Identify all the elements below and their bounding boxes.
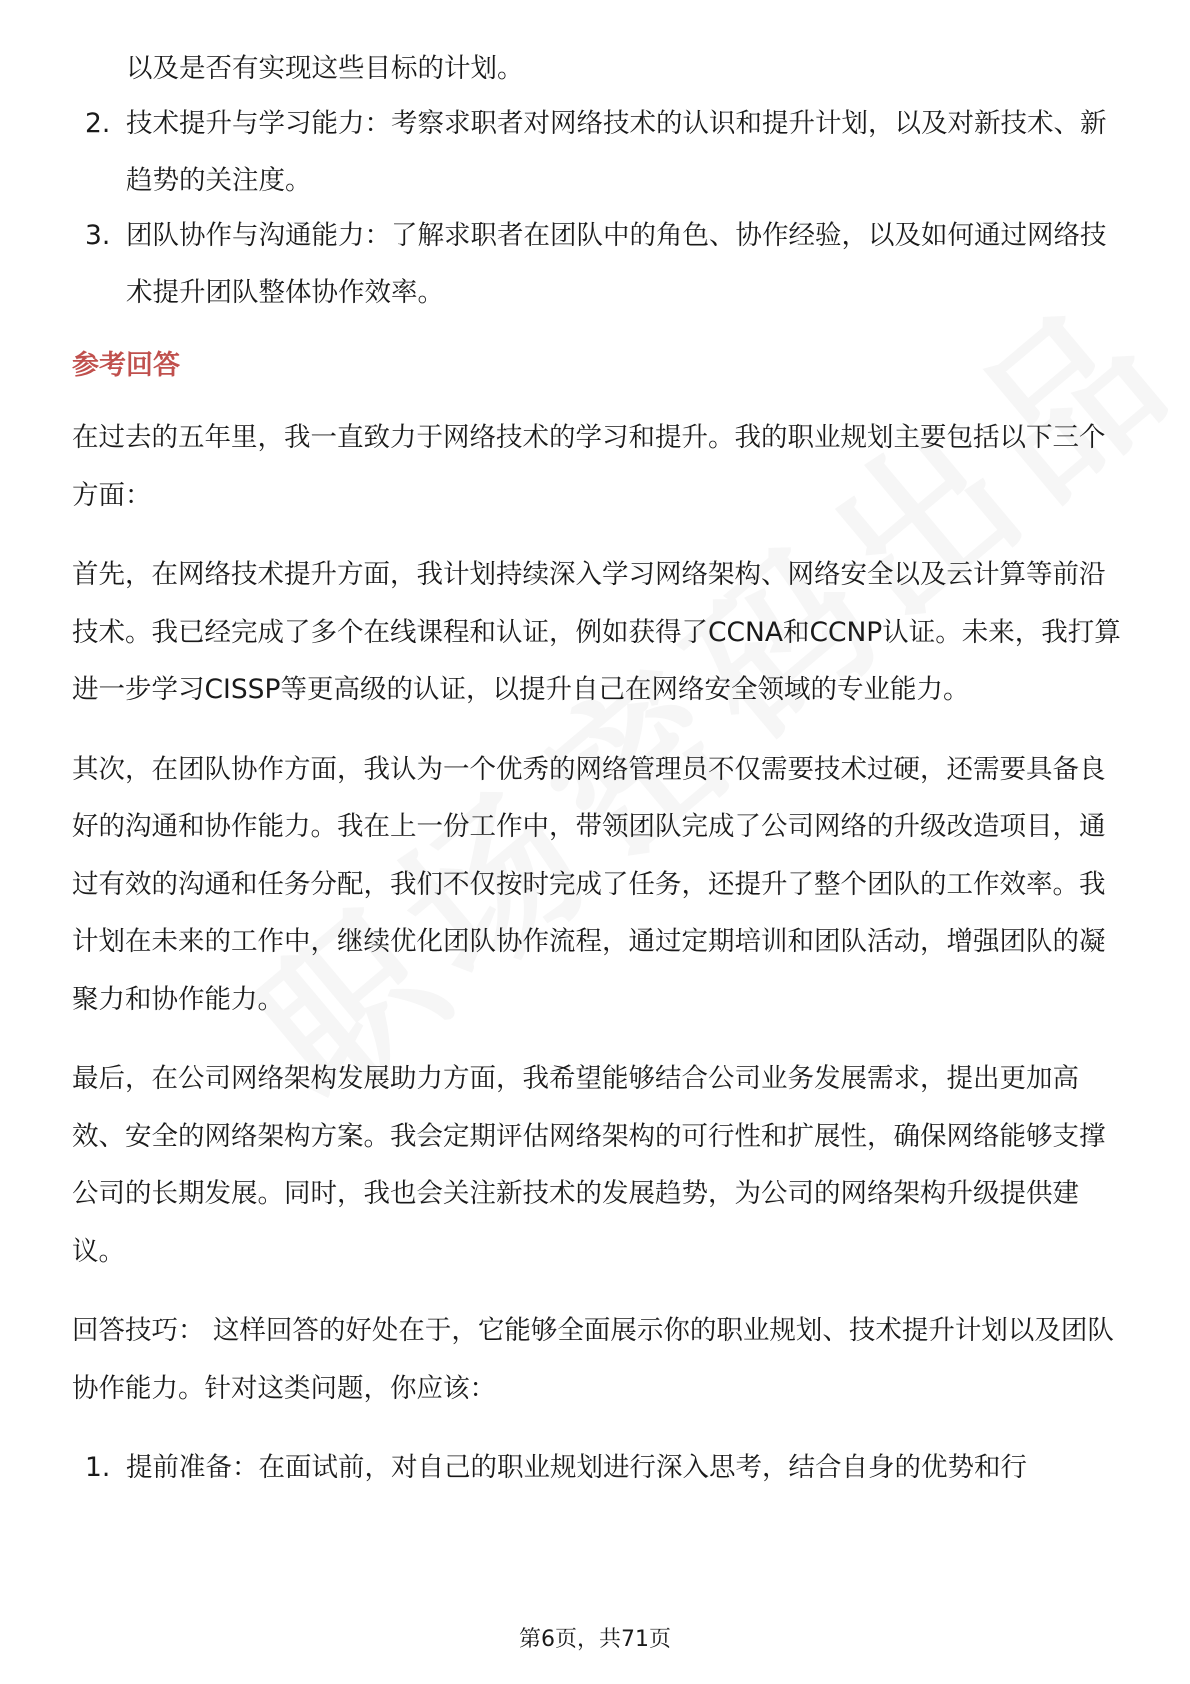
- answer-paragraph: 其次，在团队协作方面，我认为一个优秀的网络管理员不仅需要技术过硬，还需要具备良好的沟通和协作能力。我在上一份工作中，带领团队完成了公司网络的升级改造项目，通过有效的沟通和任务分配，我们不仅按时完成了任务，还提升了整个团队的工作效率。我计划在未来的工作中，继续优化团队协作流程，通过定期培训和团队活动，增强团队的凝聚力和协作能力。: [72, 753, 1106, 1015]
- page-footer: 第6页，共71页: [519, 1627, 671, 1652]
- answer-paragraph: 在过去的五年里，我一直致力于网络技术的学习和提升。我的职业规划主要包括以下三个方面：: [72, 422, 1106, 511]
- tips-paragraph: 回答技巧： 这样回答的好处在于，它能够全面展示你的职业规划、技术提升计划以及团队协作能力。针对这类问题，你应该：: [72, 1315, 1114, 1404]
- list-item: [72, 1439, 1122, 1497]
- list-text: 团队协作与沟通能力：了解求职者在团队中的角色、协作经验，以及如何通过网络技术提升团队整体协作效率。: [126, 219, 1107, 308]
- list-number: 3.: [85, 219, 111, 251]
- criteria-list: [72, 40, 1122, 322]
- list-text: 技术提升与学习能力：考察求职者对网络技术的认识和提升计划，以及对新技术、新趋势的关注度。: [126, 107, 1107, 196]
- list-item: [72, 95, 1122, 210]
- list-text: 以及是否有实现这些目标的计划。: [126, 53, 524, 84]
- list-item: [72, 40, 1122, 98]
- answer-paragraph: 首先，在网络技术提升方面，我计划持续深入学习网络架构、网络安全以及云计算等前沿技术。我已经完成了多个在线课程和认证，例如获得了CCNA和CCNP认证。未来，我打算进一步学习CISSP等更高级的认证，以提升自己在网络安全领域的专业能力。: [72, 559, 1121, 705]
- list-number: 2.: [85, 107, 111, 139]
- answer-paragraph: 最后，在公司网络架构发展助力方面，我希望能够结合公司业务发展需求，提出更加高效、安全的网络架构方案。我会定期评估网络架构的可行性和扩展性，确保网络能够支撑公司的长期发展。同时，我也会关注新技术的发展趋势，为公司的网络架构升级提供建议。: [72, 1063, 1106, 1267]
- section-heading: 参考回答: [72, 349, 180, 381]
- list-text: 提前准备：在面试前，对自己的职业规划进行深入思考，结合自身的优势和行: [126, 1452, 1027, 1483]
- list-item: [72, 207, 1122, 322]
- page-content: [72, 40, 1122, 1497]
- tips-list: [72, 1439, 1122, 1497]
- list-number: 1.: [85, 1452, 111, 1483]
